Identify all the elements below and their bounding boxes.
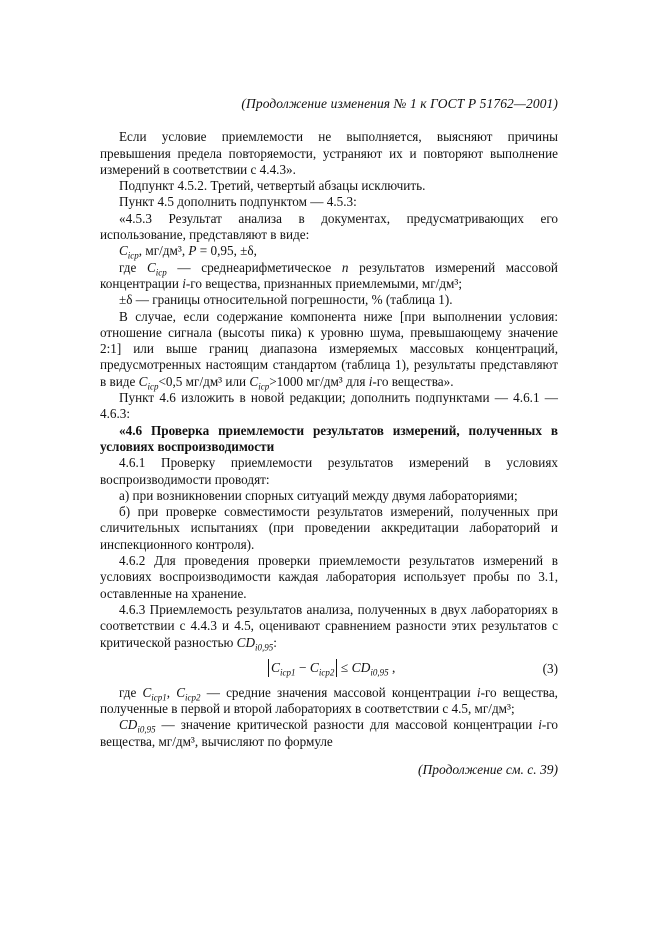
text-run: ,: [166, 684, 177, 700]
text-run: -го вещества».: [372, 373, 454, 389]
symbol-c: C: [271, 659, 281, 675]
symbol-i: i: [538, 717, 542, 733]
paragraph: [100, 260, 558, 293]
paragraph: 4.6.2 Для проведения проверки приемлемости результатов измерений в условиях воспроизводимости каждая лаборатория использует пробы по 3.1, оставленные на хранение.: [100, 553, 558, 601]
symbol-p: P: [188, 243, 197, 259]
subscript: i0,95: [254, 642, 274, 653]
paragraph: [100, 685, 558, 718]
symbol-c: C: [249, 373, 259, 389]
absolute-value: [268, 659, 337, 677]
text-run: <0,5 мг/дм³ или: [158, 373, 250, 389]
subscript: icp1: [151, 692, 167, 703]
paragraph: [100, 717, 558, 750]
minus-sign: −: [295, 659, 310, 675]
symbol-n: n: [341, 259, 349, 275]
symbol-cd: CD: [351, 659, 371, 675]
text-run: :: [273, 634, 277, 650]
symbol-i: i: [476, 684, 481, 700]
paragraph: Пункт 4.5 дополнить подпунктом — 4.5.3:: [119, 194, 357, 210]
text-run: где: [119, 259, 147, 275]
symbol-i: i: [182, 275, 186, 291]
subscript: icp1: [280, 667, 296, 678]
symbol-c: C: [309, 659, 319, 675]
text-run: — среднеарифметическое: [166, 259, 342, 275]
subscript: icp2: [185, 692, 201, 703]
formula-number: (3): [542, 660, 558, 676]
symbol-cd: CD: [236, 634, 255, 650]
symbol-c: C: [138, 373, 148, 389]
result-form-line: [100, 243, 558, 262]
text-run: В случае, если содержание компонента ниже [при выполнении условия: отношение сигнала (высоты пика) к уровню шума, превышающему значение 2:1] или выше границ диапазона измеряемых массовых концентраций, предусмотренных настоящим стандартом (таблица 1), результаты представляют в виде: [100, 308, 558, 389]
subscript: icp: [127, 251, 139, 262]
subscript: i0,95: [137, 725, 156, 736]
running-header: (Продолжение изменения № 1 к ГОСТ Р 51762—2001): [241, 96, 558, 111]
text-run: -го вещества, признанных приемлемыми, мг/дм³;: [185, 275, 463, 291]
text-run: -го вещества, мг/дм³, вычисляют по формуле: [100, 717, 558, 749]
section-heading: «4.6 Проверка приемлемости результатов измерений, полученных в условиях воспроизводимости: [100, 422, 558, 454]
symbol-c: C: [176, 684, 186, 700]
symbol-c: C: [142, 684, 152, 700]
subscript: icp: [147, 381, 159, 392]
text-run: , мг/дм³,: [138, 243, 189, 259]
paragraph: Подпункт 4.5.2. Третий, четвертый абзацы исключить.: [119, 178, 426, 194]
subscript: icp2: [318, 667, 335, 678]
text-run: — значение критической разности для массовой концентрации: [155, 717, 539, 733]
symbol-cd: CD: [119, 717, 138, 733]
le-sign: ≤: [337, 659, 352, 675]
document-page: [100, 96, 558, 778]
symbol-i: i: [368, 373, 373, 389]
paragraph: Пункт 4.6 изложить в новой редакции; дополнить подпунктами — 4.6.1 — 4.6.3:: [100, 390, 558, 422]
symbol-c: C: [146, 259, 156, 275]
paragraph: ±δ — границы относительной погрешности, % (таблица 1).: [119, 292, 453, 308]
formula-expression: [268, 659, 395, 677]
text-run: где: [119, 684, 143, 700]
subscript: i0,95: [370, 667, 389, 678]
text-run: — средние значения массовой концентрации: [200, 684, 477, 700]
subscript: icp: [155, 267, 167, 278]
text-run: результатов измерений массовой концентрации: [100, 259, 558, 291]
text-run: >1000 мг/дм³ для: [269, 373, 369, 389]
paragraph: 4.6.1 Проверку приемлемости результатов измерений в условиях воспроизводимости проводят:: [100, 455, 558, 487]
list-item: б) при проверке совместимости результатов измерений, полученных при сличительных испытаниях (при проведении аккредитации лабораторий и инспекционного контроля).: [100, 504, 558, 552]
continuation-note: (Продолжение см. с. 39): [418, 761, 558, 777]
text-run: 4.6.3 Приемлемость результатов анализа, полученных в двух лабораториях в соответствии с 4.4.3 и 4.5, оценивают сравнением разности этих результатов с критической разностью: [100, 601, 558, 650]
formula-3: [100, 656, 558, 682]
paragraph: Если условие приемлемости не выполняется, выясняют причины превышения предела повторяемости, устраняют их и повторяют выполнение измерений в соответствии с 4.4.3».: [100, 129, 558, 177]
paragraph: «4.5.3 Результат анализа в документах, предусматривающих его использование, представляют в виде:: [100, 210, 558, 243]
subscript: icp: [258, 381, 270, 392]
list-item: а) при возникновении спорных ситуаций между двумя лабораториями;: [119, 487, 518, 503]
text-run: = 0,95, ±δ,: [196, 243, 257, 259]
paragraph: [100, 309, 558, 390]
text-run: -го вещества, полученные в первой и второй лабораториях в соответствии с 4.5, мг/дм³;: [100, 684, 558, 717]
paragraph: [100, 602, 558, 651]
text-run: ,: [388, 659, 396, 675]
symbol-c: C: [119, 243, 128, 259]
